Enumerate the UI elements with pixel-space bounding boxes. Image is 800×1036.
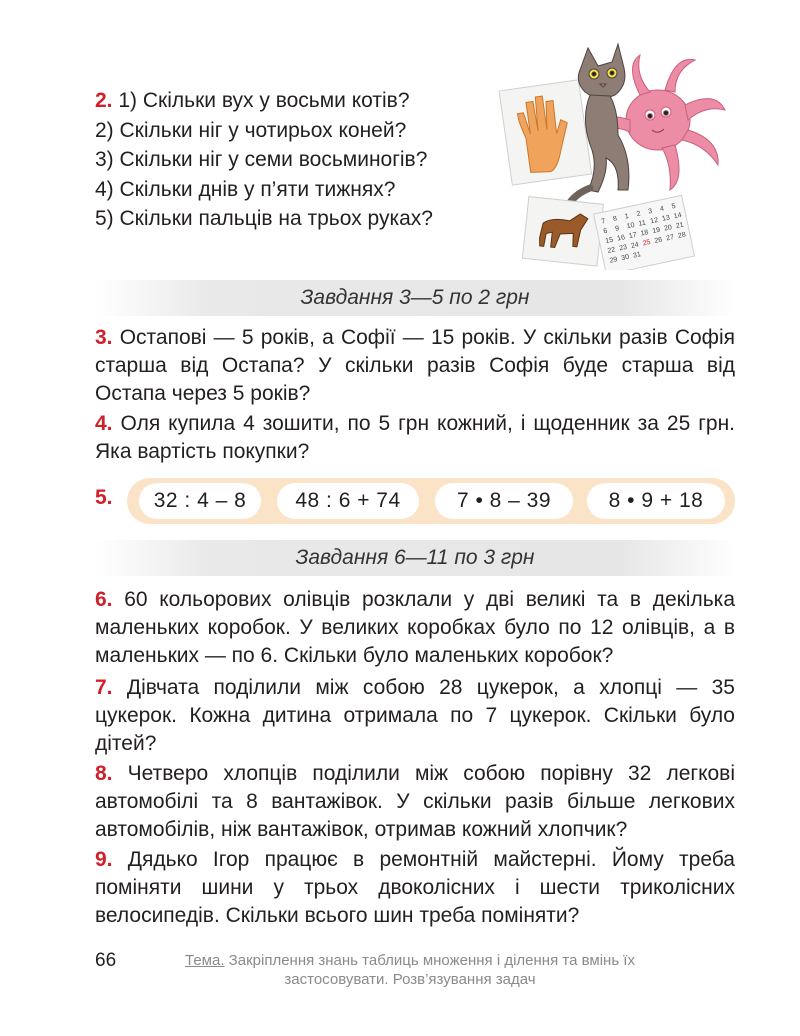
task-2-item: 5) Скільки пальців на трьох руках?	[95, 207, 433, 230]
task-2-item: 4) Скільки днів у п’яти тижнях?	[95, 177, 396, 201]
task-2-item: 3) Скільки ніг у семи восьминогів?	[95, 148, 428, 171]
expression-pill: 8 • 9 + 18	[587, 483, 725, 519]
task-3: 3. Остапові — 5 років, а Софії — 15 років. У скільки разів Софія старша від Остапа? У скільки разів Софія буде старша від Остапа через 5 років?	[95, 326, 735, 405]
topic-footer	[150, 951, 670, 989]
task-number: 5.	[95, 486, 113, 509]
task-number: 3.	[95, 326, 113, 349]
task-2-item: 2) Скільки ніг у чотирьох коней?	[95, 118, 407, 142]
calendar-day: 8	[612, 215, 618, 224]
calendar-day: 10	[626, 221, 636, 231]
calendar-day: 19	[651, 226, 661, 236]
calendar-day: 20	[663, 224, 673, 233]
expression-bar	[127, 478, 735, 524]
calendar-day: 25	[642, 238, 652, 248]
topic-text: Закріплення знань таблиць множення і ділення та вмінь їх застосовувати. Розв’язування задач	[224, 952, 635, 988]
task-number: 8.	[95, 762, 113, 785]
calendar-day: 12	[649, 216, 659, 226]
task-number: 4.	[95, 412, 113, 435]
page-number: 66	[95, 950, 117, 971]
calendar-day: 1	[624, 212, 630, 221]
task-number: 6.	[95, 588, 113, 611]
section-header-tasks-3-5: Завдання 3—5 по 2 грн	[95, 280, 735, 316]
calendar-day: 31	[632, 251, 642, 260]
task-7: 7. Дівчата поділили між собою 28 цукерок, а хлопці — 35 цукерок. Кожна дитина отримала по 7 цукерок. Скільки було дітей?	[95, 676, 735, 755]
task-2-item: 2. 1) Скільки вух у восьми котів?	[95, 89, 410, 112]
calendar-day: 5	[671, 202, 677, 211]
expression-pill: 48 : 6 + 74	[277, 483, 419, 519]
calendar-day: 6	[602, 227, 609, 236]
section-header-tasks-6-11: Завдання 6—11 по 3 грн	[95, 540, 735, 576]
calendar-day: 14	[673, 211, 683, 221]
topic-label: Тема.	[185, 952, 225, 969]
task-number: 7.	[95, 676, 113, 699]
task-number: 9.	[95, 848, 113, 871]
calendar-day: 22	[606, 246, 617, 255]
calendar-day: 26	[653, 236, 663, 245]
calendar-day: 3	[647, 207, 653, 216]
horse-card	[522, 197, 603, 267]
task-2	[95, 86, 433, 234]
calendar-day: 15	[604, 236, 614, 246]
calendar-day: 9	[614, 225, 620, 233]
calendar-day: 16	[616, 234, 626, 243]
task-8: 8. Четверо хлопців поділили між собою порівну 32 легкові автомобілі та 8 вантажівок. У скільки разів більше легкових автомобілів, ніж вантажівок, отримав кожний хлопчик?	[95, 762, 736, 841]
hand-card	[499, 80, 591, 185]
calendar-day: 7	[600, 217, 606, 226]
task-6: 6. 60 кольорових олівців розклали у дві великі та в декілька маленьких коробок. У великих коробках було по 12 олівців, а в маленьких — по 6. Скільки було маленьких коробок?	[95, 588, 735, 667]
calendar-day: 28	[677, 231, 687, 240]
calendar-day: 18	[640, 229, 650, 238]
calendar-day: 24	[630, 241, 640, 250]
calendar-day: 17	[628, 231, 638, 241]
task-number: 2.	[95, 89, 113, 112]
calendar-day: 29	[609, 256, 619, 265]
calendar-day: 21	[675, 221, 685, 231]
expression-pill: 7 • 8 – 39	[435, 483, 573, 519]
illustration-cat-octopus	[490, 40, 740, 270]
calendar-day: 4	[659, 205, 665, 214]
calendar-day: 23	[618, 243, 628, 253]
calendar-card	[594, 195, 695, 270]
calendar-day: 2	[635, 210, 642, 219]
task-4: 4. Оля купила 4 зошити, по 5 грн кожний, і щоденник за 25 грн. Яка вартість покупки?	[95, 412, 735, 463]
task-5	[95, 478, 735, 524]
task-9: 9. Дядько Ігор працює в ремонтній майстерні. Йому треба поміняти шини у трьох двоколісних і шести триколісних велосипедів. Скільки всього шин треба поміняти?	[95, 848, 735, 927]
calendar-day: 27	[665, 233, 675, 243]
expression-pill: 32 : 4 – 8	[139, 483, 261, 519]
calendar-day: 11	[638, 219, 647, 228]
calendar-day: 30	[620, 253, 630, 263]
calendar-day: 13	[661, 214, 671, 223]
